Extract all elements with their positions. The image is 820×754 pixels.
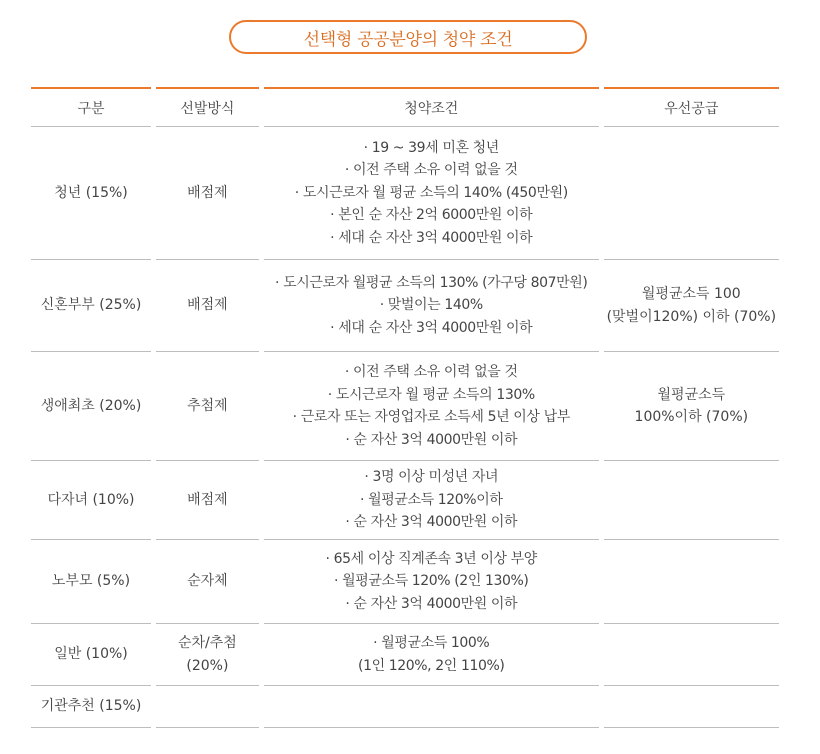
cell-category: 노부모 (5%) [31,540,151,624]
header-priority: 우선공급 [604,87,779,127]
condition-line: · 세대 순 자산 3억 4000만원 이하 [330,229,533,246]
method-line: 추첨제 [187,397,228,414]
cell-conditions [264,352,599,461]
cell-priority [604,461,779,540]
condition-line: · 3명 이상 미성년 자녀 [364,469,499,486]
method-line: 배점제 [187,491,228,508]
method-line: 배점제 [187,297,228,314]
cell-priority [604,624,779,686]
priority-line: 월평균소득 [657,386,726,403]
cell-conditions [264,624,599,686]
condition-line: · 도시근로자 월 평균 소득의 140% (450만원) [294,184,568,201]
priority-line: 월평균소득 100 [641,286,741,302]
header-conditions: 청약조건 [264,87,599,127]
table-row [31,624,779,686]
condition-line: · 65세 이상 직계존속 3년 이상 부양 [325,550,537,567]
cell-priority [604,127,779,260]
condition-line: · 이전 주택 소유 이력 없을 것 [344,162,518,179]
cell-priority [604,260,779,352]
cell-conditions [264,260,599,352]
cell-method [156,127,259,260]
method-line: 순자체 [187,573,228,590]
cell-category: 신혼부부 (25%) [31,260,151,352]
condition-line: · 19 ~ 39세 미혼 청년 [363,139,499,156]
cell-category: 일반 (10%) [31,624,151,686]
cell-method [156,461,259,540]
method-line: 순차/추첨 [177,635,237,651]
cell-category: 생애최초 (20%) [31,352,151,461]
conditions-table [26,87,784,728]
table-body [31,127,779,728]
cell-conditions [264,127,599,260]
header-row [31,87,779,127]
cell-method [156,540,259,624]
table-row [31,127,779,260]
priority-line: 100%이하 (70%) [634,409,749,425]
condition-line: · 월평균소득 120%이하 [360,491,503,508]
condition-line: · 월평균소득 120% (2인 130%) [334,573,529,590]
cell-method [156,624,259,686]
condition-line: · 본인 순 자산 2억 6000만원 이하 [330,207,533,224]
condition-line: · 근로자 또는 자영업자로 소득세 5년 이상 납부 [292,409,570,425]
cell-method [156,352,259,461]
cell-category: 다자녀 (10%) [31,461,151,540]
condition-line: · 맞벌이는 140% [379,297,483,314]
condition-line: · 도시근로자 월 평균 소득의 130% [327,386,535,403]
cell-priority [604,686,779,728]
table-row [31,686,779,728]
cell-conditions [264,461,599,540]
table-row [31,461,779,540]
cell-conditions [264,540,599,624]
cell-priority [604,352,779,461]
header-category: 구분 [31,87,151,127]
condition-line: (1인 120%, 2인 110%) [358,657,505,674]
cell-priority [604,540,779,624]
condition-line: · 순 자산 3억 4000만원 이하 [345,514,518,531]
table-row [31,540,779,624]
condition-line: · 세대 순 자산 3억 4000만원 이하 [330,319,533,336]
cell-category: 기관추천 (15%) [31,686,151,728]
cell-method [156,686,259,728]
cell-category: 청년 (15%) [31,127,151,260]
table-row [31,260,779,352]
header-method: 선발방식 [156,87,259,127]
condition-line: · 도시근로자 월평균 소득의 130% (가구당 807만원) [275,274,588,291]
table-row [31,352,779,461]
condition-line: · 이전 주택 소유 이력 없을 것 [344,364,518,380]
priority-line: (맞벌이120%) 이하 (70%) [606,308,777,325]
condition-line: · 순 자산 3억 4000만원 이하 [345,595,518,612]
condition-line: · 월평균소득 100% [373,635,490,651]
cell-method [156,260,259,352]
condition-line: · 순 자산 3억 4000만원 이하 [345,431,518,448]
cell-conditions [264,686,599,728]
method-line: 배점제 [187,184,228,201]
table-title: 선택형 공공분양의 청약 조건 [229,20,587,54]
method-line: (20%) [186,657,229,674]
